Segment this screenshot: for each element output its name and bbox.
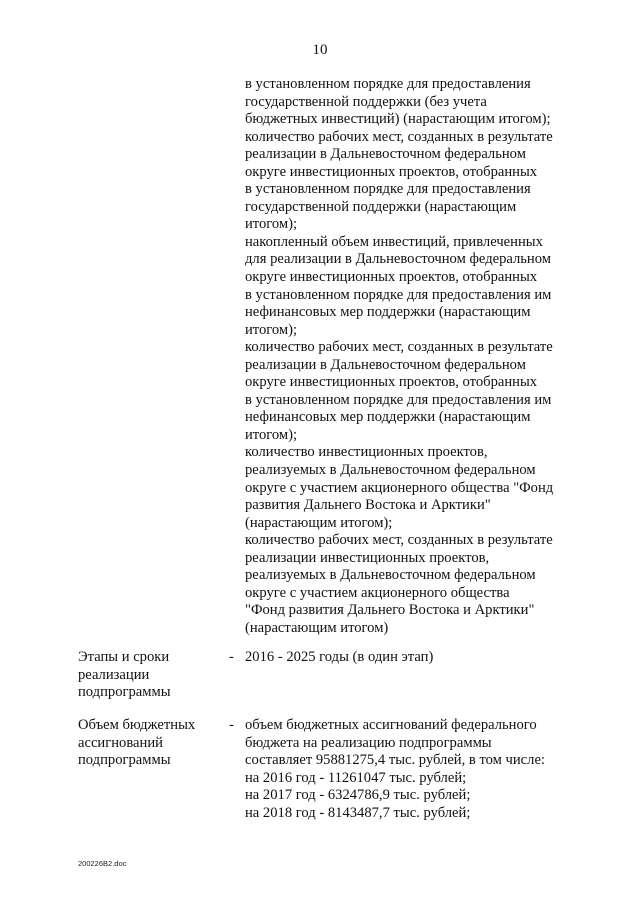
text-line: округе инвестиционных проектов, отобранных [245,163,538,180]
text-line: итогом); [245,216,298,233]
text-line: реализации в Дальневосточном федеральном [245,146,526,163]
text-line: нефинансовых мер поддержки (нарастающим [245,304,531,321]
text-line: округе инвестиционных проектов, отобранных [245,269,538,286]
label-line: реализации [78,666,150,683]
value-line: на 2017 год - 6324786,9 тыс. рублей; [245,787,471,804]
value-line: на 2016 год - 11261047 тыс. рублей; [245,769,467,786]
text-line: (нарастающим итогом) [245,619,389,636]
text-line: итогом); [245,321,298,338]
label-line: ассигнований [78,734,163,751]
value-line: объем бюджетных ассигнований федерального [245,717,537,733]
text-line: итогом); [245,426,298,443]
footer-filename: 200226В2.doc [78,859,127,868]
row-dash: - [229,649,234,665]
text-line: "Фонд развития Дальнего Востока и Арктики" [245,602,535,619]
label-line: Объем бюджетных [78,717,196,733]
text-line: развития Дальнего Востока и Арктики" [245,497,491,514]
text-line: реализации инвестиционных проектов, [245,549,490,566]
row-dash: - [229,717,234,733]
value-line: составляет 95881275,4 тыс. рублей, в том числе: [245,752,545,769]
label-line: подпрограммы [78,752,171,769]
value-line: 2016 - 2025 годы (в один этап) [245,649,434,665]
stages-value [245,649,433,667]
text-line: реализуемых в Дальневосточном федеральном [245,567,536,584]
text-line: округе с участием акционерного общества [245,584,510,601]
text-line: в установленном порядке для предоставления [245,181,531,198]
text-line: округе с участием акционерного общества "Фонд [245,479,554,496]
text-line: в установленном порядке для предоставления [245,76,531,92]
text-line: (нарастающим итогом); [245,514,393,531]
text-line: реализуемых в Дальневосточном федеральном [245,462,536,479]
text-line: бюджетных инвестиций) (нарастающим итогом); [245,111,551,128]
stages-label [78,649,228,702]
value-line: на 2018 год - 8143487,7 тыс. рублей; [245,804,471,821]
text-line: нефинансовых мер поддержки (нарастающим [245,409,531,426]
label-line: Этапы и сроки [78,649,170,665]
budget-value [245,717,545,822]
text-line: в установленном порядке для предоставления им [245,286,552,303]
text-line: количество рабочих мест, созданных в результате [245,532,553,549]
text-line: для реализации в Дальневосточном федеральном [245,251,551,268]
page-number: 10 [312,42,328,58]
text-line: реализации в Дальневосточном федеральном [245,356,526,373]
indicators-continuation-text [245,76,625,638]
text-line: государственной поддержки (без учета [245,93,487,110]
text-line: округе инвестиционных проектов, отобранных [245,374,538,391]
text-line: количество рабочих мест, созданных в результате [245,128,553,145]
text-line: накопленный объем инвестиций, привлеченных [245,233,543,250]
text-line: государственной поддержки (нарастающим [245,198,517,215]
value-line: бюджета на реализацию подпрограммы [245,734,492,751]
text-line: в установленном порядке для предоставления им [245,391,552,408]
text-line: количество рабочих мест, созданных в результате [245,339,553,356]
label-line: подпрограммы [78,684,171,701]
budget-label [78,717,228,770]
text-line: количество инвестиционных проектов, [245,444,488,461]
